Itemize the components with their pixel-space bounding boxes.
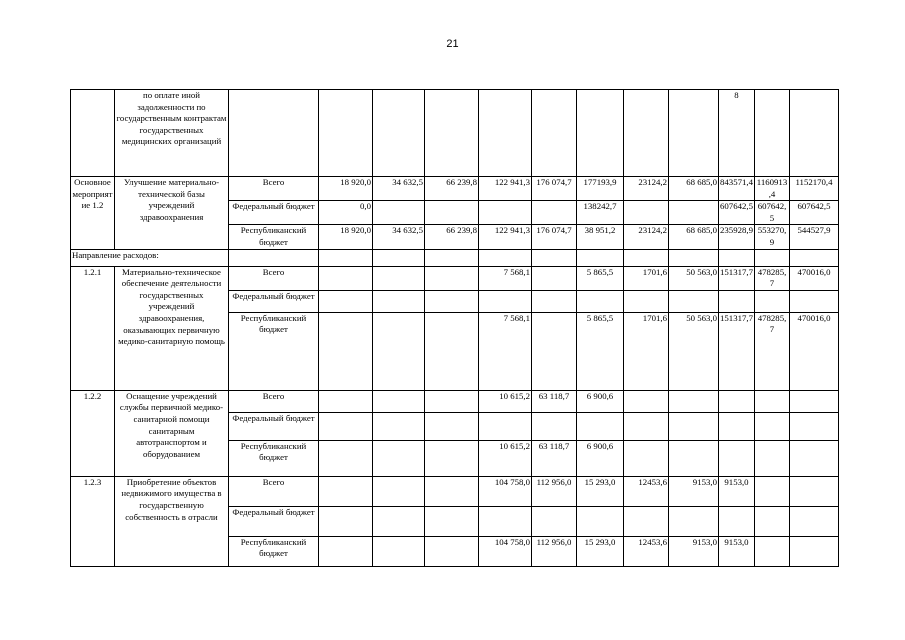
value-cell <box>755 506 790 536</box>
value-cell <box>577 412 624 440</box>
value-cell: 470016,0 <box>790 266 839 290</box>
source-cell: Всего <box>229 390 319 412</box>
value-cell: 68 685,0 <box>669 177 719 201</box>
source-cell: Федеральный бюджет <box>229 412 319 440</box>
value-cell: 544527,9 <box>790 225 839 249</box>
row-name: Материально-техническое обеспечение деятельности государственных учреждений здравоохранения, оказывающих первичную медико-санитарную помощь <box>115 266 229 390</box>
value-cell <box>425 312 479 390</box>
empty-cell <box>577 249 624 266</box>
value-cell <box>319 476 373 506</box>
value-cell <box>719 440 755 476</box>
value-cell <box>755 412 790 440</box>
value-cell <box>790 506 839 536</box>
value-cell <box>319 90 373 177</box>
source-cell: Федеральный бюджет <box>229 290 319 312</box>
row-name: Приобретение объектов недвижимого имущества в государственную собственность в отрасли <box>115 476 229 566</box>
value-cell: 15 293,0 <box>577 536 624 566</box>
value-cell: 38 951,2 <box>577 225 624 249</box>
table-row <box>71 476 839 506</box>
value-cell <box>624 290 669 312</box>
value-cell: 50 563,0 <box>669 266 719 290</box>
value-cell <box>532 290 577 312</box>
source-cell: Республиканский бюджет <box>229 312 319 390</box>
source-cell: Республиканский бюджет <box>229 536 319 566</box>
source-cell <box>229 90 319 177</box>
value-cell <box>425 536 479 566</box>
row-name: по оплате иной задолженности по государственным контрактам государственных медицинских организаций <box>115 90 229 177</box>
value-cell <box>425 201 479 225</box>
value-cell <box>669 390 719 412</box>
source-cell: Федеральный бюджет <box>229 201 319 225</box>
budget-table <box>70 89 839 567</box>
value-cell: 6 900,6 <box>577 390 624 412</box>
value-cell <box>790 440 839 476</box>
empty-cell <box>719 249 755 266</box>
value-cell: 104 758,0 <box>479 476 532 506</box>
value-cell <box>719 506 755 536</box>
value-cell <box>319 390 373 412</box>
value-cell <box>373 506 425 536</box>
value-cell <box>319 312 373 390</box>
empty-cell <box>624 249 669 266</box>
value-cell: 607642,5 <box>790 201 839 225</box>
value-cell <box>319 290 373 312</box>
value-cell: 553270,9 <box>755 225 790 249</box>
value-cell: 176 074,7 <box>532 177 577 201</box>
value-cell: 112 956,0 <box>532 476 577 506</box>
value-cell: 5 865,5 <box>577 266 624 290</box>
value-cell <box>755 290 790 312</box>
source-cell: Всего <box>229 177 319 201</box>
value-cell <box>532 312 577 390</box>
value-cell <box>669 90 719 177</box>
value-cell <box>624 201 669 225</box>
table-row <box>71 266 839 290</box>
value-cell: 9153,0 <box>669 536 719 566</box>
value-cell <box>790 90 839 177</box>
value-cell <box>479 201 532 225</box>
value-cell: 0,0 <box>319 201 373 225</box>
value-cell: 478285,7 <box>755 312 790 390</box>
value-cell: 12453,6 <box>624 476 669 506</box>
empty-cell <box>755 249 790 266</box>
value-cell: 478285,7 <box>755 266 790 290</box>
value-cell <box>755 476 790 506</box>
empty-cell <box>532 249 577 266</box>
value-cell: 1160913,4 <box>755 177 790 201</box>
value-cell: 112 956,0 <box>532 536 577 566</box>
value-cell: 7 568,1 <box>479 312 532 390</box>
source-cell: Всего <box>229 476 319 506</box>
value-cell <box>319 536 373 566</box>
value-cell <box>755 536 790 566</box>
value-cell: 8 <box>719 90 755 177</box>
value-cell: 122 941,3 <box>479 225 532 249</box>
value-cell: 138242,7 <box>577 201 624 225</box>
source-cell: Республиканский бюджет <box>229 225 319 249</box>
value-cell: 177193,9 <box>577 177 624 201</box>
value-cell <box>755 390 790 412</box>
value-cell: 843571,4 <box>719 177 755 201</box>
value-cell <box>319 266 373 290</box>
value-cell <box>624 90 669 177</box>
value-cell <box>719 290 755 312</box>
row-code: Основное мероприятие 1.2 <box>71 177 115 250</box>
value-cell: 151317,7 <box>719 312 755 390</box>
value-cell <box>373 266 425 290</box>
value-cell: 6 900,6 <box>577 440 624 476</box>
empty-cell <box>479 249 532 266</box>
value-cell <box>373 412 425 440</box>
value-cell: 63 118,7 <box>532 440 577 476</box>
value-cell <box>624 412 669 440</box>
value-cell <box>669 440 719 476</box>
value-cell <box>624 390 669 412</box>
table-row <box>71 249 839 266</box>
value-cell <box>425 476 479 506</box>
value-cell: 66 239,8 <box>425 225 479 249</box>
value-cell <box>373 476 425 506</box>
value-cell: 34 632,5 <box>373 225 425 249</box>
value-cell <box>790 476 839 506</box>
value-cell: 1701,6 <box>624 266 669 290</box>
value-cell: 23124,2 <box>624 177 669 201</box>
value-cell <box>532 412 577 440</box>
value-cell <box>425 390 479 412</box>
row-name: Оснащение учреждений службы первичной медико-санитарной помощи санитарным автотранспортом и оборудованием <box>115 390 229 476</box>
value-cell: 607642,5 <box>755 201 790 225</box>
value-cell <box>624 440 669 476</box>
value-cell: 1152170,4 <box>790 177 839 201</box>
empty-cell <box>790 249 839 266</box>
value-cell <box>319 440 373 476</box>
value-cell: 10 615,2 <box>479 440 532 476</box>
value-cell: 5 865,5 <box>577 312 624 390</box>
value-cell <box>479 506 532 536</box>
value-cell <box>479 90 532 177</box>
value-cell <box>669 506 719 536</box>
value-cell: 7 568,1 <box>479 266 532 290</box>
value-cell <box>790 412 839 440</box>
value-cell <box>425 440 479 476</box>
value-cell <box>532 201 577 225</box>
value-cell: 235928,9 <box>719 225 755 249</box>
empty-cell <box>669 249 719 266</box>
row-code: 1.2.2 <box>71 390 115 476</box>
value-cell: 12453,6 <box>624 536 669 566</box>
value-cell <box>373 390 425 412</box>
source-cell: Всего <box>229 266 319 290</box>
row-code: 1.2.3 <box>71 476 115 566</box>
value-cell <box>425 90 479 177</box>
value-cell <box>319 506 373 536</box>
empty-cell <box>373 249 425 266</box>
value-cell: 15 293,0 <box>577 476 624 506</box>
value-cell: 122 941,3 <box>479 177 532 201</box>
value-cell: 9153,0 <box>719 536 755 566</box>
value-cell <box>790 290 839 312</box>
value-cell <box>577 290 624 312</box>
value-cell: 23124,2 <box>624 225 669 249</box>
value-cell <box>669 201 719 225</box>
value-cell <box>790 536 839 566</box>
value-cell <box>719 412 755 440</box>
value-cell <box>755 90 790 177</box>
table-row <box>71 177 839 201</box>
value-cell <box>373 440 425 476</box>
value-cell <box>790 390 839 412</box>
value-cell <box>373 201 425 225</box>
value-cell: 18 920,0 <box>319 225 373 249</box>
value-cell <box>532 506 577 536</box>
value-cell: 63 118,7 <box>532 390 577 412</box>
value-cell <box>373 312 425 390</box>
value-cell: 176 074,7 <box>532 225 577 249</box>
value-cell: 34 632,5 <box>373 177 425 201</box>
value-cell <box>425 290 479 312</box>
value-cell <box>669 412 719 440</box>
value-cell <box>532 266 577 290</box>
value-cell <box>577 90 624 177</box>
value-cell: 68 685,0 <box>669 225 719 249</box>
table-row <box>71 90 839 177</box>
value-cell <box>719 390 755 412</box>
empty-cell <box>319 249 373 266</box>
value-cell: 1701,6 <box>624 312 669 390</box>
value-cell: 50 563,0 <box>669 312 719 390</box>
value-cell <box>624 506 669 536</box>
value-cell: 470016,0 <box>790 312 839 390</box>
value-cell <box>425 266 479 290</box>
value-cell <box>479 290 532 312</box>
value-cell <box>755 440 790 476</box>
page-number: 21 <box>446 38 459 50</box>
value-cell: 66 239,8 <box>425 177 479 201</box>
value-cell: 9153,0 <box>669 476 719 506</box>
value-cell: 18 920,0 <box>319 177 373 201</box>
value-cell <box>532 90 577 177</box>
value-cell <box>373 290 425 312</box>
value-cell <box>479 412 532 440</box>
value-cell: 9153,0 <box>719 476 755 506</box>
value-cell: 10 615,2 <box>479 390 532 412</box>
value-cell: 104 758,0 <box>479 536 532 566</box>
row-name: Улучшение материально-технической базы учреждений здравоохранения <box>115 177 229 250</box>
value-cell: 607642,5 <box>719 201 755 225</box>
empty-cell <box>229 249 319 266</box>
row-code <box>71 90 115 177</box>
table-row <box>71 390 839 412</box>
value-cell <box>319 412 373 440</box>
value-cell <box>669 290 719 312</box>
value-cell <box>373 90 425 177</box>
value-cell: 151317,7 <box>719 266 755 290</box>
direction-label: Направление расходов: <box>71 249 229 266</box>
empty-cell <box>425 249 479 266</box>
value-cell <box>373 536 425 566</box>
row-code: 1.2.1 <box>71 266 115 390</box>
value-cell <box>425 506 479 536</box>
source-cell: Республиканский бюджет <box>229 440 319 476</box>
value-cell <box>577 506 624 536</box>
value-cell <box>425 412 479 440</box>
source-cell: Федеральный бюджет <box>229 506 319 536</box>
